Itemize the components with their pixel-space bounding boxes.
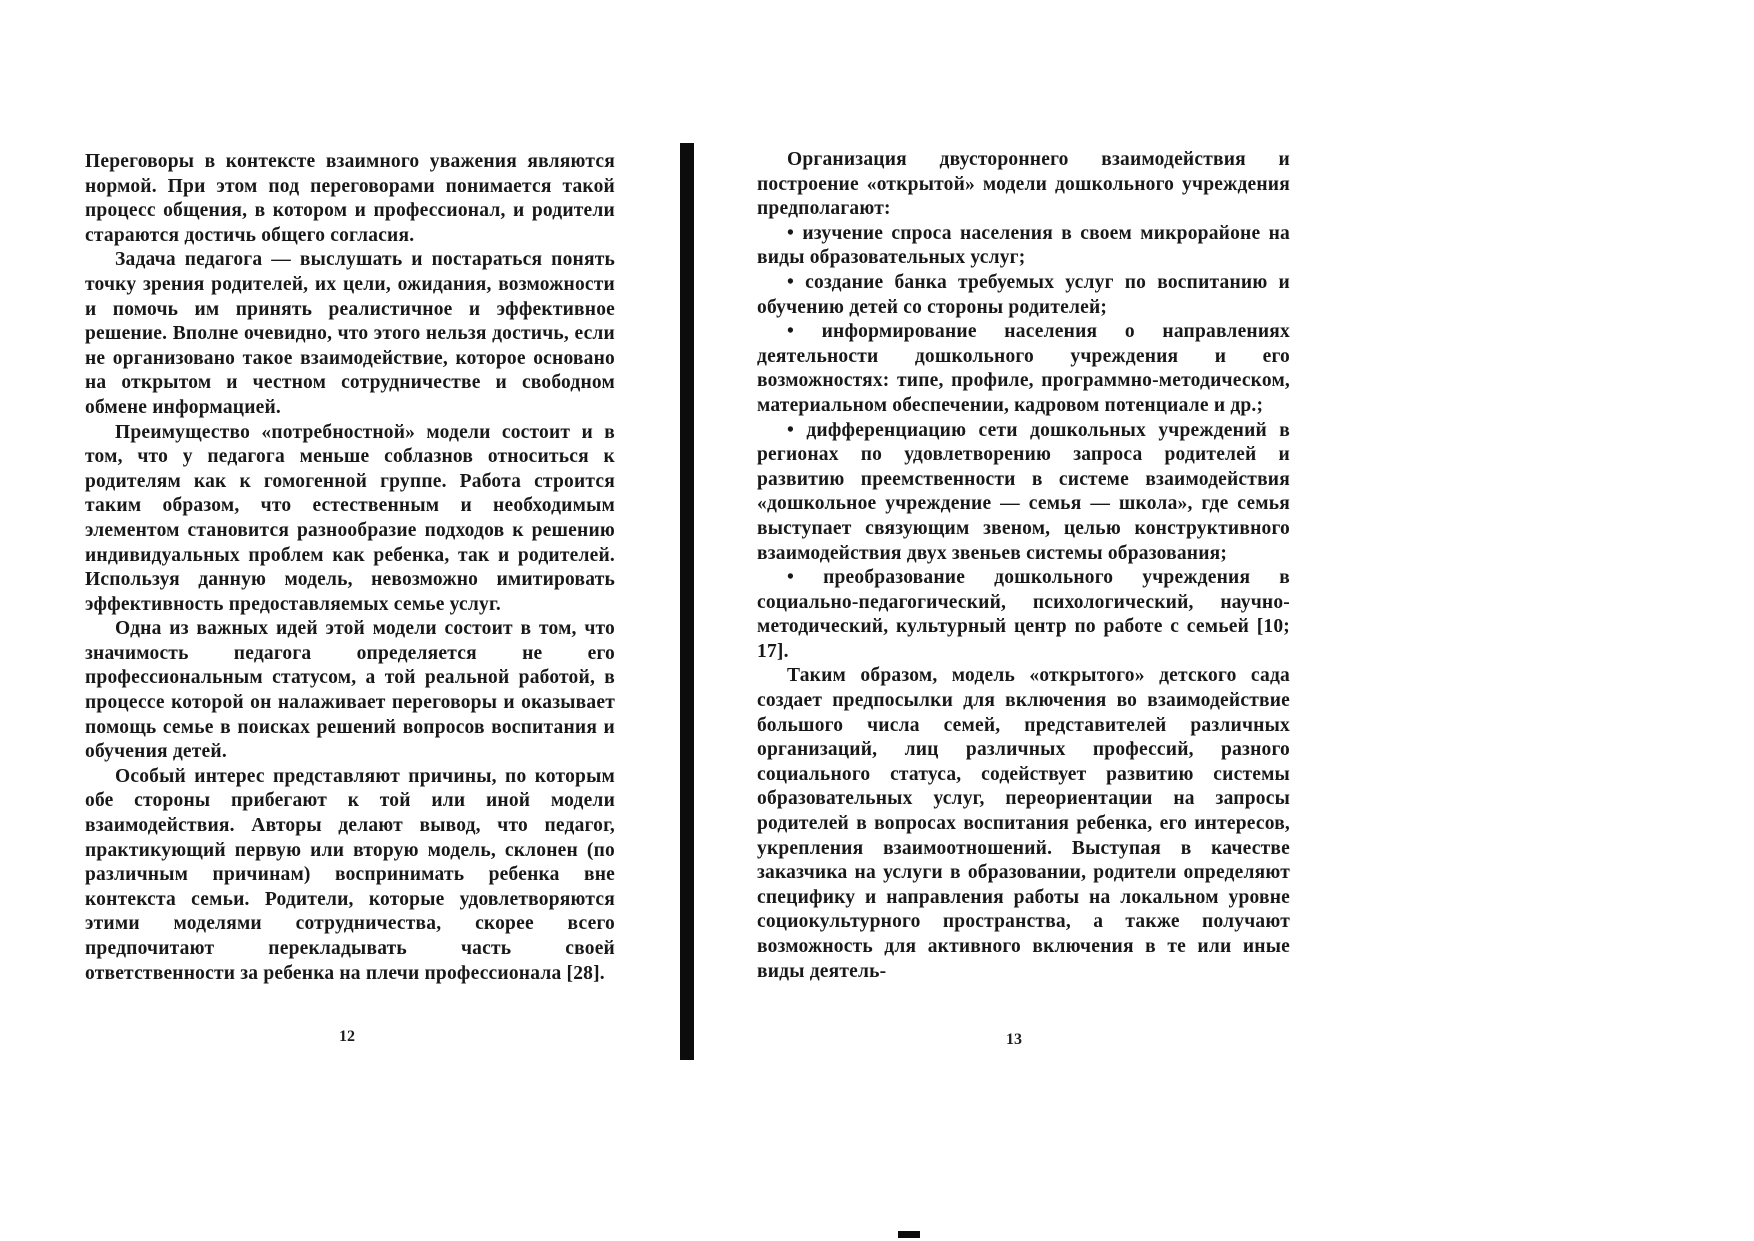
page-number-left: 12 bbox=[339, 1028, 355, 1045]
left-page bbox=[85, 150, 615, 986]
scan-artifact bbox=[898, 1231, 920, 1238]
paragraph: Особый интерес представляют причины, по которым обе стороны прибегают к той или иной модели взаимодействия. Авторы делают вывод, что педагог, практикующий первую или вторую модель, склонен (по различным причинам) воспринимать ребенка вне контекста семьи. Родители, которые удовлетворяются этими моделями сотрудничества, скорее всего предпочитают перекладывать часть своей ответственности за ребенка на плечи профессионала [28]. bbox=[85, 765, 615, 984]
paragraph: Преимущество «потребностной» модели состоит и в том, что у педагога меньше соблазнов относиться к родителям как к гомогенной группе. Работа строится таким образом, что естественным и необходимым элементом становится разнообразие подходов к решению индивидуальных проблем как ребенка, так и родителей. Используя данную модель, невозможно имитировать эффективность предоставляемых семье услуг. bbox=[85, 421, 615, 615]
paragraph: Переговоры в контексте взаимного уважения являются нормой. При этом под переговорами понимается такой процесс общения, в котором и профессионал, и родители стараются достичь общего согласия. bbox=[85, 151, 615, 246]
binding-gutter bbox=[680, 143, 694, 1060]
bullet-paragraph: • дифференциацию сети дошкольных учреждений в регионах по удовлетворению запроса родителей и развитию преемственности в системе взаимодействия «дошкольное учреждение — семья — школа», где семья выступает связующим звеном, целью конструктивного взаимодействия двух звеньев системы образования; bbox=[757, 419, 1290, 564]
paragraph: Одна из важных идей этой модели состоит в том, что значимость педагога определяется не его профессиональным статусом, а той реальной работой, в процессе которой он налаживает переговоры и оказывает помощь семье в поисках решений вопросов воспитания и обучения детей. bbox=[85, 618, 615, 763]
paragraph: Организация двустороннего взаимодействия и построение «открытой» модели дошкольного учреждения предполагают: bbox=[757, 149, 1290, 220]
paragraph: Задача педагога — выслушать и постараться понять точку зрения родителей, их цели, ожидания, возможности и помочь им принять реалистичное и эффективное решение. Вполне очевидно, что этого нельзя достичь, если не организовано такое взаимодействие, которое основано на открытом и честном сотрудничестве и свободном обмене информацией. bbox=[85, 249, 615, 418]
bullet-paragraph: • создание банка требуемых услуг по воспитанию и обучению детей со стороны родителей; bbox=[757, 271, 1290, 318]
bullet-paragraph: • преобразование дошкольного учреждения в социально-педагогический, психологический, научно-методический, культурный центр по работе с семьей [10; 17]. bbox=[757, 567, 1290, 662]
right-page bbox=[757, 148, 1290, 984]
bullet-paragraph: • изучение спроса населения в своем микрорайоне на виды образовательных услуг; bbox=[757, 222, 1290, 269]
bullet-paragraph: • информирование населения о направлениях деятельности дошкольного учреждения и его возможностях: типе, профиле, программно-методическом, материальном обеспечении, кадровом потенциале и др.; bbox=[757, 321, 1290, 416]
page-number-right: 13 bbox=[1006, 1031, 1022, 1048]
paragraph: Таким образом, модель «открытого» детского сада создает предпосылки для включения во взаимодействие большого числа семей, представителей различных организаций, лиц различных профессий, разного социального статуса, содействует развитию системы образовательных услуг, переориентации на запросы родителей в вопросах воспитания ребенка, его интересов, укрепления взаимоотношений. Выступая в качестве заказчика на услуги в образовании, родители определяют специфику и направления работы на локальном уровне социокультурного пространства, а также получают возможность для активного включения в те или иные виды деятель- bbox=[757, 665, 1290, 982]
